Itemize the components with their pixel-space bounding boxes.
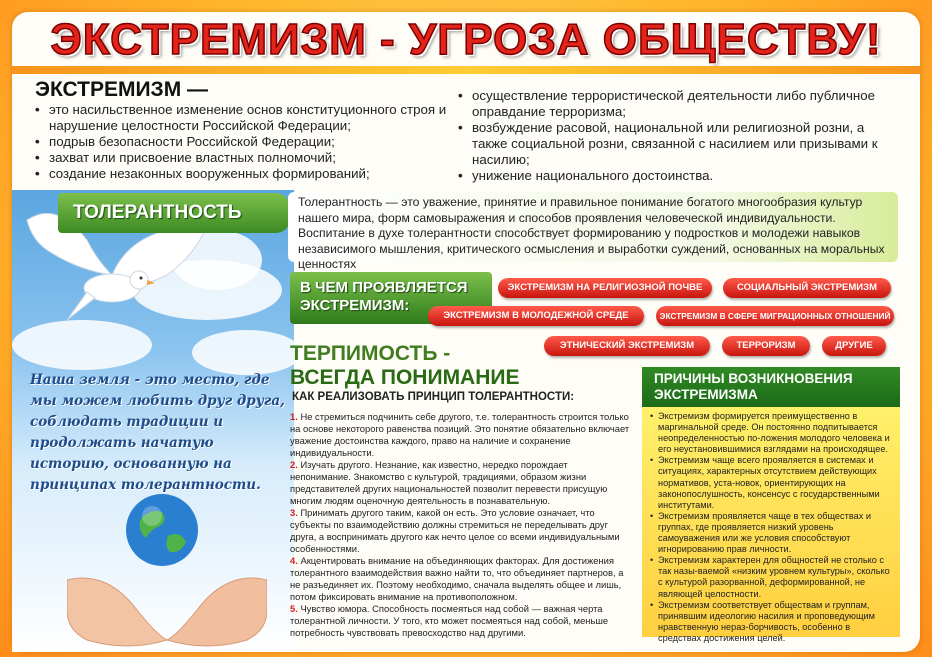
list-item: • подрыв безопасности Российской Федерации; (35, 134, 455, 150)
principle-number: 3. (290, 507, 298, 518)
principle-item (290, 507, 630, 555)
globe-icon (122, 490, 202, 570)
type-terrorism: ТЕРРОРИЗМ (722, 336, 810, 356)
type-migration: ЭКСТРЕМИЗМ В СФЕРЕ МИГРАЦИОННЫХ ОТНОШЕНИЙ (656, 306, 894, 326)
principle-item (290, 555, 630, 603)
type-social: СОЦИАЛЬНЫЙ ЭКСТРЕМИЗМ (723, 278, 891, 298)
principle-text: Изучать другого. Незнание, как известно, нередко порождает непонимание. Знакомство с культурой, традициями, образом жизни представителей других национальностей позволит перевести присущую многим людям оценочную деятельность в познавательную. (290, 459, 608, 506)
terpimost-line2: ВСЕГДА ПОНИМАНИЕ (290, 366, 520, 389)
list-item: • Экстремизм характерен для общностей не столько с так назы-ваемой «низким уровнем культуры», сколько с культурой разорванной, деформированной, не являющей целостности. (650, 555, 892, 599)
list-item: • Экстремизм соответствует обществам и группам, принявшим идеологию насилия и проповедующим нравственную нераз-борчивость, особенно в средствах достижения целей. (650, 600, 892, 644)
type-religious: ЭКСТРЕМИЗМ НА РЕЛИГИОЗНОЙ ПОЧВЕ (498, 278, 712, 298)
principle-item (290, 411, 630, 459)
type-other: ДРУГИЕ (822, 336, 886, 356)
principle-item (290, 459, 630, 507)
list-item: • Экстремизм проявляется чаще в тех обществах и группах, где проявляется низкий уровень самоуважения или же условия способствуют игнорированию прав личности. (650, 511, 892, 555)
principle-number: 1. (290, 411, 298, 422)
principle-number: 5. (290, 603, 298, 614)
list-item: • захват или присвоение властных полномочий; (35, 150, 455, 166)
list-item: • осуществление террористической деятельности либо публичное оправдание терроризма; (458, 88, 898, 120)
extremism-list-left (35, 102, 455, 182)
principle-item (290, 603, 630, 639)
divider (12, 66, 920, 74)
principle-number: 4. (290, 555, 298, 566)
manifest-heading-line2: ЭКСТРЕМИЗМ: (300, 297, 410, 314)
terpimost-line1: ТЕРПИМОСТЬ - (290, 342, 451, 365)
principle-text: Принимать другого таким, какой он есть. Это условие означает, что субъекты по взаимодействию должны стремиться не переделывать друг друга, а воспринимать другого как нечто целое со всеми индивидуальными особенностями. (290, 507, 620, 554)
extremism-heading: ЭКСТРЕМИЗМ — (35, 78, 209, 101)
list-item: • Экстремизм чаще всего проявляется в системах и ситуациях, характерных отсутствием действующих нормативов, уста-новок, ориентирующих на законопослушность, консенсус с государственными институтами. (650, 455, 892, 510)
list-item: • унижение национального достоинства. (458, 168, 898, 184)
extremism-list-right (458, 88, 898, 184)
tolerance-heading: ТОЛЕРАНТНОСТЬ (58, 193, 290, 233)
principle-text: Не стремиться подчинить себе другого, т.е. толерантность строится только на основе некоторого равенства позиций. Это понятие обязательно включает уважение достоинства каждого, право на наличие и сохранение индивидуальности. (290, 411, 630, 458)
causes-heading: ПРИЧИНЫ ВОЗНИКНОВЕНИЯ ЭКСТРЕМИЗМА (642, 367, 900, 407)
list-item: • создание незаконных вооруженных формирований; (35, 166, 455, 182)
quote-text: Наша земля - это место, где мы можем любить друг друга, соблюдать традиции и продолжать начатую историю, основанную на принципах толерантности. (30, 372, 285, 493)
type-ethnic: ЭТНИЧЕСКИЙ ЭКСТРЕМИЗМ (544, 336, 710, 356)
causes-box (642, 407, 900, 643)
tolerance-definition: Толерантность — это уважение, принятие и правильное понимание богатого многообразия культур нашего мира, форм самовыражения и способов проявления человеческой индивидуальности. Воспитание в духе толерантности способствует формированию у подростков и молодежи навыков независимого мышления, критического осмысления и выработки суждений, основанных на моральных ценностях (288, 192, 898, 262)
type-youth: ЭКСТРЕМИЗМ В МОЛОДЕЖНОЙ СРЕДЕ (428, 306, 644, 326)
list-item: • Экстремизм формируется преимущественно в маргинальной среде. Он постоянно подпитывается неопределенностью по-ложения молодого человека и его неустановившимися взглядами на происходящее. (650, 411, 892, 455)
principle-text: Акцентировать внимание на объединяющих факторах. Для достижения толерантного взаимодействия важно найти то, что объединяет партнеров, а не разъединяет их. Поэтому необходимо, сначала выделять общее и лишь, потом фиксировать внимание на противоположном. (290, 555, 624, 602)
poster-title: ЭКСТРЕМИЗМ - УГРОЗА ОБЩЕСТВУ! (50, 15, 882, 64)
list-item: • возбуждение расовой, национальной или религиозной розни, а также социальной розни, связанной с насилием или призывами к насилию; (458, 120, 898, 168)
causes-list (650, 411, 892, 644)
principles-subheading: КАК РЕАЛИЗОВАТЬ ПРИНЦИП ТОЛЕРАНТНОСТИ: (292, 391, 575, 403)
principle-number: 2. (290, 459, 298, 470)
list-item: • это насильственное изменение основ конституционного строя и нарушение целостности Российской Федерации; (35, 102, 455, 134)
principles-list (290, 411, 630, 639)
principle-text: Чувство юмора. Способность посмеяться над собой — важная черта толерантной личности. У того, кто может посмеяться над собой, меньше потребность чувствовать превосходство над другими. (290, 603, 609, 638)
manifest-heading-line1: В ЧЕМ ПРОЯВЛЯЕТСЯ (300, 279, 468, 296)
